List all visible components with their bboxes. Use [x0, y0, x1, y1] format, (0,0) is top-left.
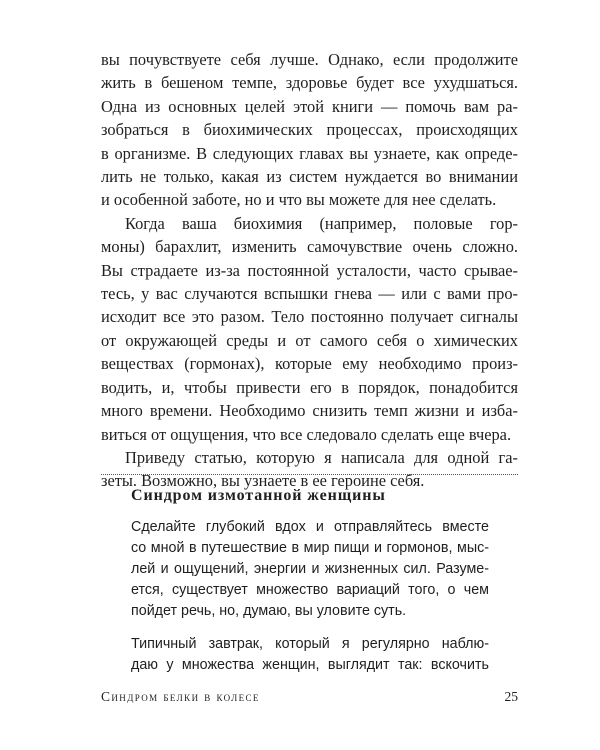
text-line: от окружающей среды и от самого себя о химических [101, 330, 518, 350]
text-line: вы почувствуете себя лучше. Однако, если продолжите [101, 50, 518, 69]
dotted-separator [101, 474, 518, 475]
box-text-line: лей и ощущений, энергии и жизненных сил. Разуме- [131, 561, 489, 577]
box-text-line: Сделайте глубокий вдох и отправляйтесь вместе [131, 519, 489, 535]
text-line: Вы страдаете из-за постоянной усталости, часто срывае- [101, 260, 518, 280]
text-line: зобраться в биохимических процессах, происходящих [101, 120, 518, 140]
box-text-line: ется, существует множество вариаций того, о чем [131, 582, 489, 598]
paragraph-gap [131, 622, 489, 634]
text-line: в организме. В следующих главах вы узнаете, как опреде- [101, 143, 518, 163]
text-line: водить, и, чтобы привести его в порядок, понадобится [101, 377, 518, 397]
sidebar-box-text [131, 517, 489, 676]
box-text-line: даю у множества женщин, выглядит так: вскочить [131, 657, 489, 673]
text-line: моны) барахлит, изменить самочувствие очень сложно. [101, 237, 518, 257]
main-text-block [101, 48, 518, 493]
text-line: и особенной заботе, но и что вы можете для нее сделать. [101, 190, 497, 210]
box-text-line: пойдет речь, но, думаю, вы уловите суть. [131, 603, 407, 619]
text-line: исходит все это разом. Тело постоянно получает сигналы [101, 307, 518, 327]
page-number: 25 [504, 689, 518, 704]
text-line: тесь, у вас случаются вспышки гнева — или с вами про- [101, 284, 518, 304]
text-line: лить не только, какая из систем нуждается во внимании [101, 167, 518, 187]
text-line: Одна из основных целей этой книги — помочь вам ра- [101, 96, 518, 116]
box-text-line: Типичный завтрак, который я регулярно наблю- [131, 636, 489, 652]
box-text-line: со мной в путешествие в мир пищи и гормонов, мыс- [131, 540, 489, 556]
text-line: Когда ваша биохимия (например, половые гор- [125, 213, 518, 233]
text-line: много времени. Необходимо снизить темп жизни и изба- [101, 401, 518, 421]
text-line: веществах (гормонах), которые ему необходимо произ- [101, 354, 518, 374]
text-line: зеты. Возможно, вы узнаете в ее героине себя. [101, 471, 425, 491]
sidebar-box-title: Синдром измотанной женщины [131, 487, 386, 504]
text-line: Приведу статью, которую я написала для одной га- [125, 447, 518, 467]
text-line: жить в бешеном темпе, здоровье будет все ухудшаться. [101, 73, 518, 93]
running-footer-title: Синдром белки в колесе [101, 689, 260, 704]
text-line: виться от ощущения, что все следовало сделать еще вчера. [101, 424, 512, 444]
